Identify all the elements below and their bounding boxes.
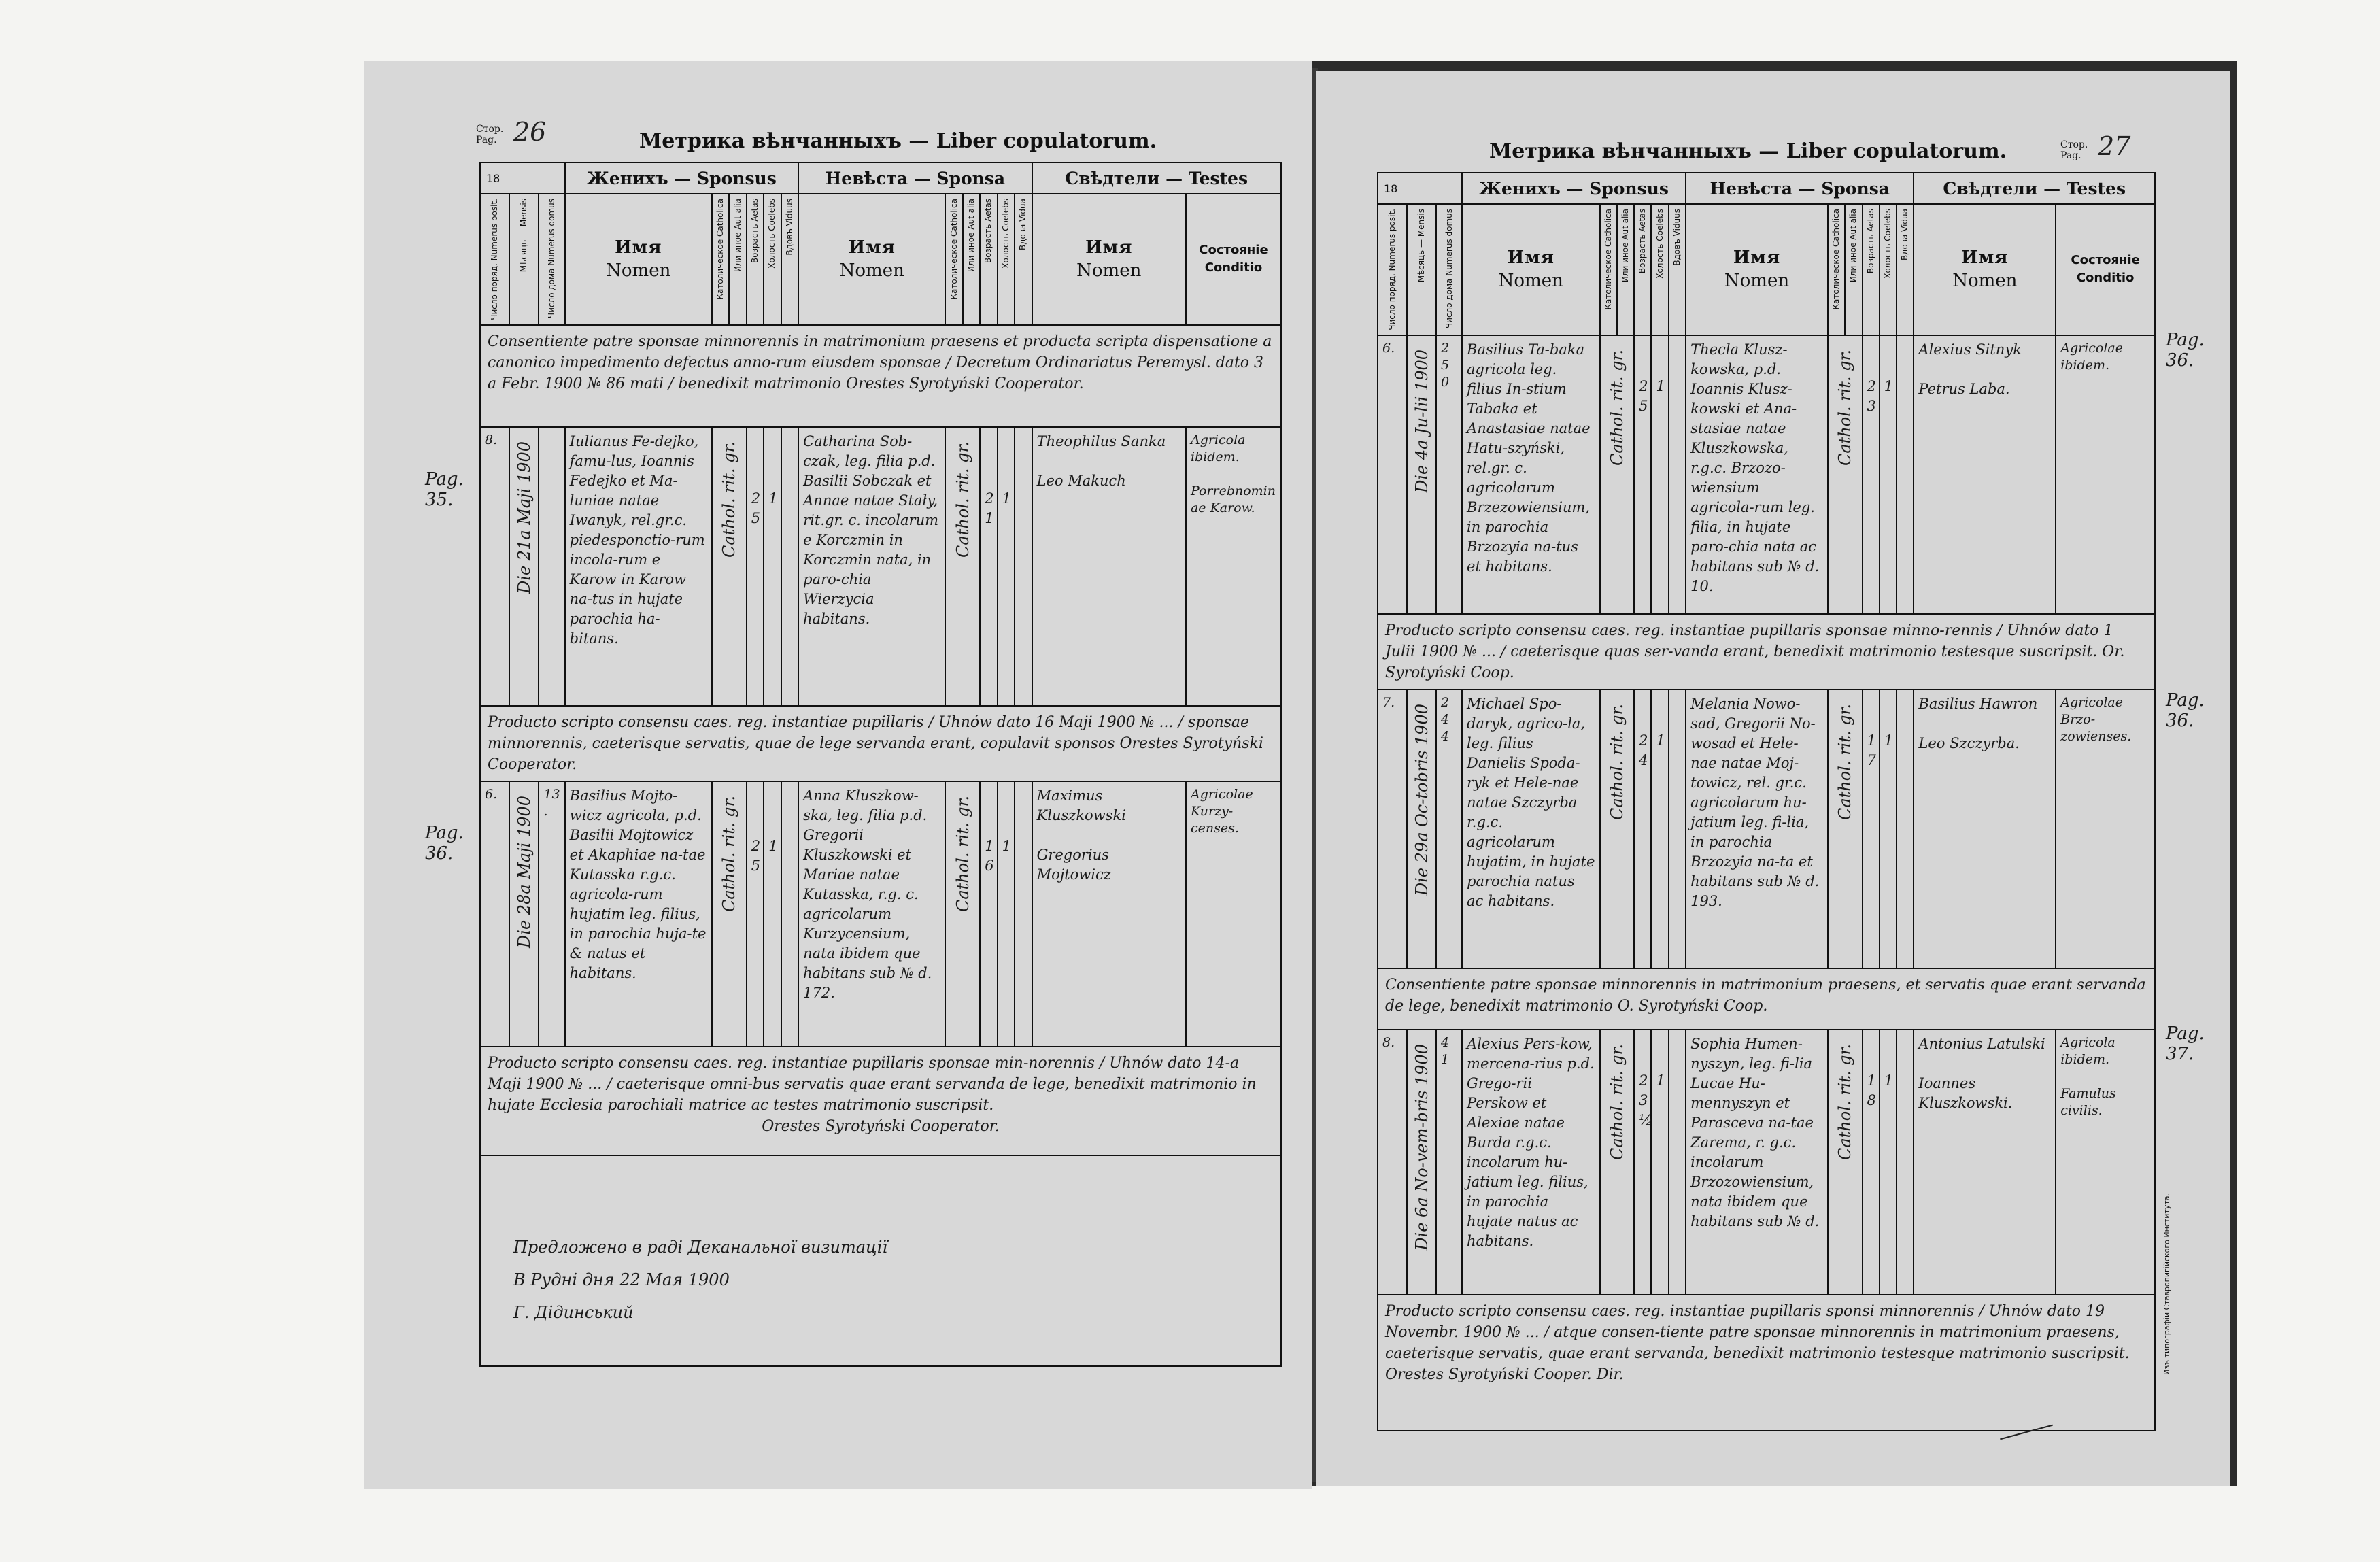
entry-date: Die 29a Oc-tobris 1900 <box>1412 703 1431 896</box>
header-nomen-groom: Имя Nomen <box>1462 204 1599 335</box>
header-testes: Свѣдтели — Testes <box>1914 173 2155 204</box>
entry-domus <box>539 427 564 706</box>
header-coelebs-bride: Холость Coelebs <box>1000 199 1010 269</box>
entry-domus: 13. <box>539 781 564 1047</box>
header-catholica-bride: Католическое Catholica <box>1831 209 1841 310</box>
bride-name: Melania Nowo-sad, Gregorii No-wosad et Hele-nae natae Moj-towicz, rel. gr.c. agricolarum hu-jatium leg. fi-lia, in parochia Brzozyia na-ta et habitans sub № d. 193. <box>1686 690 1828 968</box>
entry-note: Producto scripto consensu caes. reg. instantiae pupillaris sponsi minnorennis / Uhnów dato 19 Novembr. 1900 № ... / atque consen-tiente patre sponsae minnorennis in matrimonium praesens, caeterisque servatis, quae erant servanda, benedixit matrimonio testesque matrimonio suscripsit. Orestes Syrotyński Cooper. Dir. <box>1378 1295 2155 1431</box>
header-numerus-domus: Число дома Numerus domus <box>547 199 557 319</box>
table-row <box>1378 1030 2155 1295</box>
header-sponsus: Женихъ — Sponsus <box>1462 173 1686 204</box>
entry-number: 8. <box>480 427 509 706</box>
witness-names: Alexius Sitnyk Petrus Laba. <box>1914 335 2056 614</box>
groom-religion: Cathol. rit. gr. <box>1607 703 1627 820</box>
header-nomen-bride: Имя Nomen <box>1686 204 1828 335</box>
bride-age: 21 <box>980 427 997 706</box>
header-sponsa: Невѣста — Sponsa <box>798 163 1032 194</box>
margin-reference: Pag. 36. <box>425 823 464 864</box>
entry-date: Die 4a Ju-lii 1900 <box>1412 349 1431 493</box>
entry-date: Die 6a No-vem-bris 1900 <box>1412 1043 1431 1251</box>
printer-imprint: Изъ типографіи Ставропигійского Института. <box>2162 1193 2171 1375</box>
right-page <box>1316 71 2230 1486</box>
witness-conditio: Agricolae Brzo-zowienses. <box>2056 690 2155 968</box>
groom-religion: Cathol. rit. gr. <box>1607 1043 1627 1160</box>
groom-name: Michael Spo-daryk, agrico-la, leg. filius Danielis Spoda-ryk et Hele-nae natae Szczyrba r.g.c. agricolarum hujatim, in hujate parochia natus ac habitans. <box>1462 690 1599 968</box>
bride-age: 16 <box>980 781 997 1047</box>
witness-names: Basilius Hawron Leo Szczyrba. <box>1914 690 2056 968</box>
entry-domus: 41 <box>1436 1030 1462 1295</box>
groom-coelebs: 1 <box>764 781 781 1047</box>
header-conditio: Состояніе Conditio <box>1186 194 1281 325</box>
margin-reference: Pag. 36. <box>2166 690 2205 731</box>
groom-name: Alexius Pers-kow, mercena-rius p.d. Grego-rii Perskow et Alexiae natae Burda r.g.c. incolarum hu-jatium leg. filius, in parochia hujate natus ac habitans. <box>1462 1030 1599 1295</box>
right-page-label: Стор. Pag. <box>2060 139 2088 161</box>
header-sponsa: Невѣста — Sponsa <box>1686 173 1914 204</box>
year-prefix: 18 <box>480 163 565 194</box>
bride-religion: Cathol. rit. gr. <box>953 795 972 912</box>
entry-date: Die 21a Maji 1900 <box>514 441 534 594</box>
entry-note: Producto scripto consensu caes. reg. instantiae pupillaris sponsae minno-rennis / Uhnów dato 1 Julii 1900 № ... / caeterisque quas ser-vanda erant, benedixit matrimonio testesque suscripsit. Or. Syrotyński Coop. <box>1378 614 2155 690</box>
left-page-number: 26 <box>513 117 547 147</box>
bride-age: 18 <box>1863 1030 1880 1295</box>
entry-domus: 244 <box>1436 690 1462 968</box>
bride-coelebs: 1 <box>1880 335 1897 614</box>
header-aut-alia: Или иное Aut alia <box>1620 209 1630 283</box>
witness-names: Maximus Kluszkowski Gregorius Mojtowicz <box>1032 781 1186 1047</box>
bride-age: 23 <box>1863 335 1880 614</box>
left-page-label: Стор. Pag. <box>476 124 504 146</box>
signature: Orestes Syrotyński Cooperator. <box>762 1117 1000 1135</box>
entry-number: 6. <box>480 781 509 1047</box>
witness-conditio: Agricola ibidem. Famulus civilis. <box>2056 1030 2155 1295</box>
right-register-table <box>1377 172 2156 1431</box>
bride-religion: Cathol. rit. gr. <box>1835 349 1855 466</box>
header-aut-alia-bride: Или иное Aut alia <box>966 199 976 273</box>
table-row <box>1378 335 2155 614</box>
header-vidua: Вдова Vidua <box>1018 199 1028 250</box>
witness-conditio: Agricolae Kurzy-censes. <box>1186 781 1281 1047</box>
entry-note: Consentiente patre sponsae minnorennis in matrimonium praesens, et servatis quae erant servanda de lege, benedixit matrimonio O. Syrotyński Coop. <box>1378 968 2155 1030</box>
entry-date: Die 28a Maji 1900 <box>514 795 534 948</box>
groom-age: 25 <box>747 427 764 706</box>
header-coelebs: Холость Coelebs <box>1654 209 1665 279</box>
entry-number: 8. <box>1378 1030 1407 1295</box>
groom-age: 24 <box>1634 690 1651 968</box>
visitation-note: Предложено в раді Деканальної визитації В Рудні дня 22 Мая 1900 Г. Дідинський <box>513 1238 888 1322</box>
header-coelebs: Холость Coelebs <box>767 199 777 269</box>
header-nomen-testes: Имя Nomen <box>1914 204 2056 335</box>
header-mensis: Мѣсяць — Mensis <box>519 199 529 273</box>
left-register-table <box>479 162 1282 1367</box>
bride-coelebs: 1 <box>998 781 1015 1047</box>
header-numerus-posit: Число поряд. Numerus posit. <box>490 199 500 320</box>
groom-coelebs: 1 <box>1651 1030 1668 1295</box>
header-catholica: Католическое Catholica <box>715 199 726 300</box>
header-testes: Свѣдтели — Testes <box>1032 163 1281 194</box>
groom-age: 25 <box>1634 335 1651 614</box>
groom-age: 25 <box>747 781 764 1047</box>
header-catholica-bride: Католическое Catholica <box>949 199 959 300</box>
header-sponsus: Женихъ — Sponsus <box>565 163 798 194</box>
header-mensis: Мѣсяць — Mensis <box>1416 209 1427 283</box>
header-conditio: Состояніе Conditio <box>2056 204 2155 335</box>
witness-conditio: Agricola ibidem. Porrebnominae Karow. <box>1186 427 1281 706</box>
table-row <box>480 427 1281 706</box>
entry-number: 6. <box>1378 335 1407 614</box>
header-numerus-posit: Число поряд. Numerus posit. <box>1387 209 1397 330</box>
groom-name: Basilius Ta-baka agricola leg. filius In-stium Tabaka et Anastasiae natae Hatu-szyński, rel.gr. c. agricolarum Brzezowiensium, in parochia Brzozyia na-tus et habitans. <box>1462 335 1599 614</box>
header-aetas-bride: Возрасть Aetas <box>1865 209 1875 274</box>
header-viduus: Вдовъ Viduus <box>1671 209 1682 266</box>
groom-age: 23½ <box>1634 1030 1651 1295</box>
left-top-note: Consentiente patre sponsae minnorennis in matrimonium praesens et producta scripta dispensatione a canonico impedimento defectus anno-rum eiusdem sponsae / Decretum Ordinariatus Peremysl. dato 3 a Febr. 1900 № 86 mati / benedixit matrimonio Orestes Syrotyński Cooperator. <box>480 325 1281 427</box>
witness-names: Antonius Latulski Ioannes Kluszkowski. <box>1914 1030 2056 1295</box>
margin-reference: Pag. 35. <box>425 469 464 510</box>
year-prefix: 18 <box>1378 173 1462 204</box>
entry-number: 7. <box>1378 690 1407 968</box>
header-aetas-bride: Возрасть Aetas <box>983 199 993 264</box>
groom-name: Basilius Mojto-wicz agricola, p.d. Basilii Mojtowicz et Akaphiae na-tae Kutasska r.g.c. agricola-rum hujatim leg. filius, in parochia huja-te & natus et habitans. <box>565 781 712 1047</box>
table-row <box>480 781 1281 1047</box>
header-aut-alia: Или иное Aut alia <box>732 199 743 273</box>
bride-religion: Cathol. rit. gr. <box>1835 703 1855 820</box>
left-page-title: Метрика вѣнчанныхъ — Liber copulatorum. <box>639 129 1157 153</box>
witness-names: Theophilus Sanka Leo Makuch <box>1032 427 1186 706</box>
entry-note: Producto scripto consensu caes. reg. instantiae pupillaris / Uhnów dato 16 Maji 1900 № ... / sponsae minnorennis, caeterisque servatis, quae de lege servanda erant, copulavit sponsos Orestes Syrotyński Cooperator. <box>480 706 1281 781</box>
bride-name: Thecla Klusz-kowska, p.d. Ioannis Klusz-kowski et Ana-stasiae natae Kluszkowska, r.g.c. Brzozo-wiensium agricola-rum leg. filia, in hujate paro-chia nata ac habitans sub № d. 10. <box>1686 335 1828 614</box>
right-page-title: Метрика вѣнчанныхъ — Liber copulatorum. <box>1489 139 2007 163</box>
bride-religion: Cathol. rit. gr. <box>953 441 972 558</box>
groom-coelebs: 1 <box>764 427 781 706</box>
groom-religion: Cathol. rit. gr. <box>719 441 739 558</box>
groom-religion: Cathol. rit. gr. <box>719 795 739 912</box>
entry-note: Producto scripto consensu caes. reg. instantiae pupillaris sponsae min-norennis / Uhnów dato 14-a Maji 1900 № ... / caeterisque omni-bus servatis quae erant servanda de lege, benedixit matrimonio in hujate Ecclesia parochiali matrice ac testes matrimonio suscripsit. Orestes Syrotyński Cooperator. <box>480 1047 1281 1155</box>
bride-coelebs: 1 <box>1880 1030 1897 1295</box>
header-nomen-bride: Имя Nomen <box>798 194 945 325</box>
bride-coelebs: 1 <box>1880 690 1897 968</box>
header-vidua: Вдова Vidua <box>1900 209 1910 260</box>
groom-coelebs: 1 <box>1651 335 1668 614</box>
witness-conditio: Agricolae ibidem. <box>2056 335 2155 614</box>
bride-name: Anna Kluszkow-ska, leg. filia p.d. Gregorii Kluszkowski et Mariae natae Kutasska, r.g. c. agricolarum Kurzycensium, nata ibidem que habitans sub № d. 172. <box>798 781 945 1047</box>
header-viduus: Вдовъ Viduus <box>784 199 794 256</box>
table-row <box>1378 690 2155 968</box>
margin-reference: Pag. 37. <box>2166 1023 2205 1064</box>
entry-domus: 250 <box>1436 335 1462 614</box>
groom-name: Iulianus Fe-dejko, famu-lus, Ioannis Fedejko et Ma-luniae natae Iwanyk, rel.gr.c. piedesponctio-rum incola-rum e Karow in Karow na-tus in hujate parochia ha-bitans. <box>565 427 712 706</box>
bride-religion: Cathol. rit. gr. <box>1835 1043 1855 1160</box>
header-coelebs-bride: Холость Coelebs <box>1882 209 1892 279</box>
header-catholica: Католическое Catholica <box>1603 209 1613 310</box>
left-page <box>364 61 1312 1489</box>
bride-name: Catharina Sob-czak, leg. filia p.d. Basilii Sobczak et Annae natae Stały, rit.gr. c. incolarum e Korczmin in Korczmin nata, in paro-chia Wierzycia habitans. <box>798 427 945 706</box>
header-aetas: Возрасть Aetas <box>1637 209 1648 274</box>
bride-coelebs: 1 <box>998 427 1015 706</box>
margin-reference: Pag. 36. <box>2166 330 2205 371</box>
bride-age: 17 <box>1863 690 1880 968</box>
groom-religion: Cathol. rit. gr. <box>1607 349 1627 466</box>
header-numerus-domus: Число дома Numerus domus <box>1444 209 1454 329</box>
header-nomen-testes: Имя Nomen <box>1032 194 1186 325</box>
groom-coelebs: 1 <box>1651 690 1668 968</box>
header-nomen-groom: Имя Nomen <box>565 194 712 325</box>
right-page-number: 27 <box>2098 131 2131 161</box>
header-aut-alia-bride: Или иное Aut alia <box>1848 209 1858 283</box>
bride-name: Sophia Humen-nyszyn, leg. fi-lia Lucae Hu-mennyszyn et Parasceva na-tae Zarema, r. g.c. incolarum Brzozowiensium, nata ibidem que habitans sub № d. <box>1686 1030 1828 1295</box>
header-aetas: Возрасть Aetas <box>749 199 760 264</box>
